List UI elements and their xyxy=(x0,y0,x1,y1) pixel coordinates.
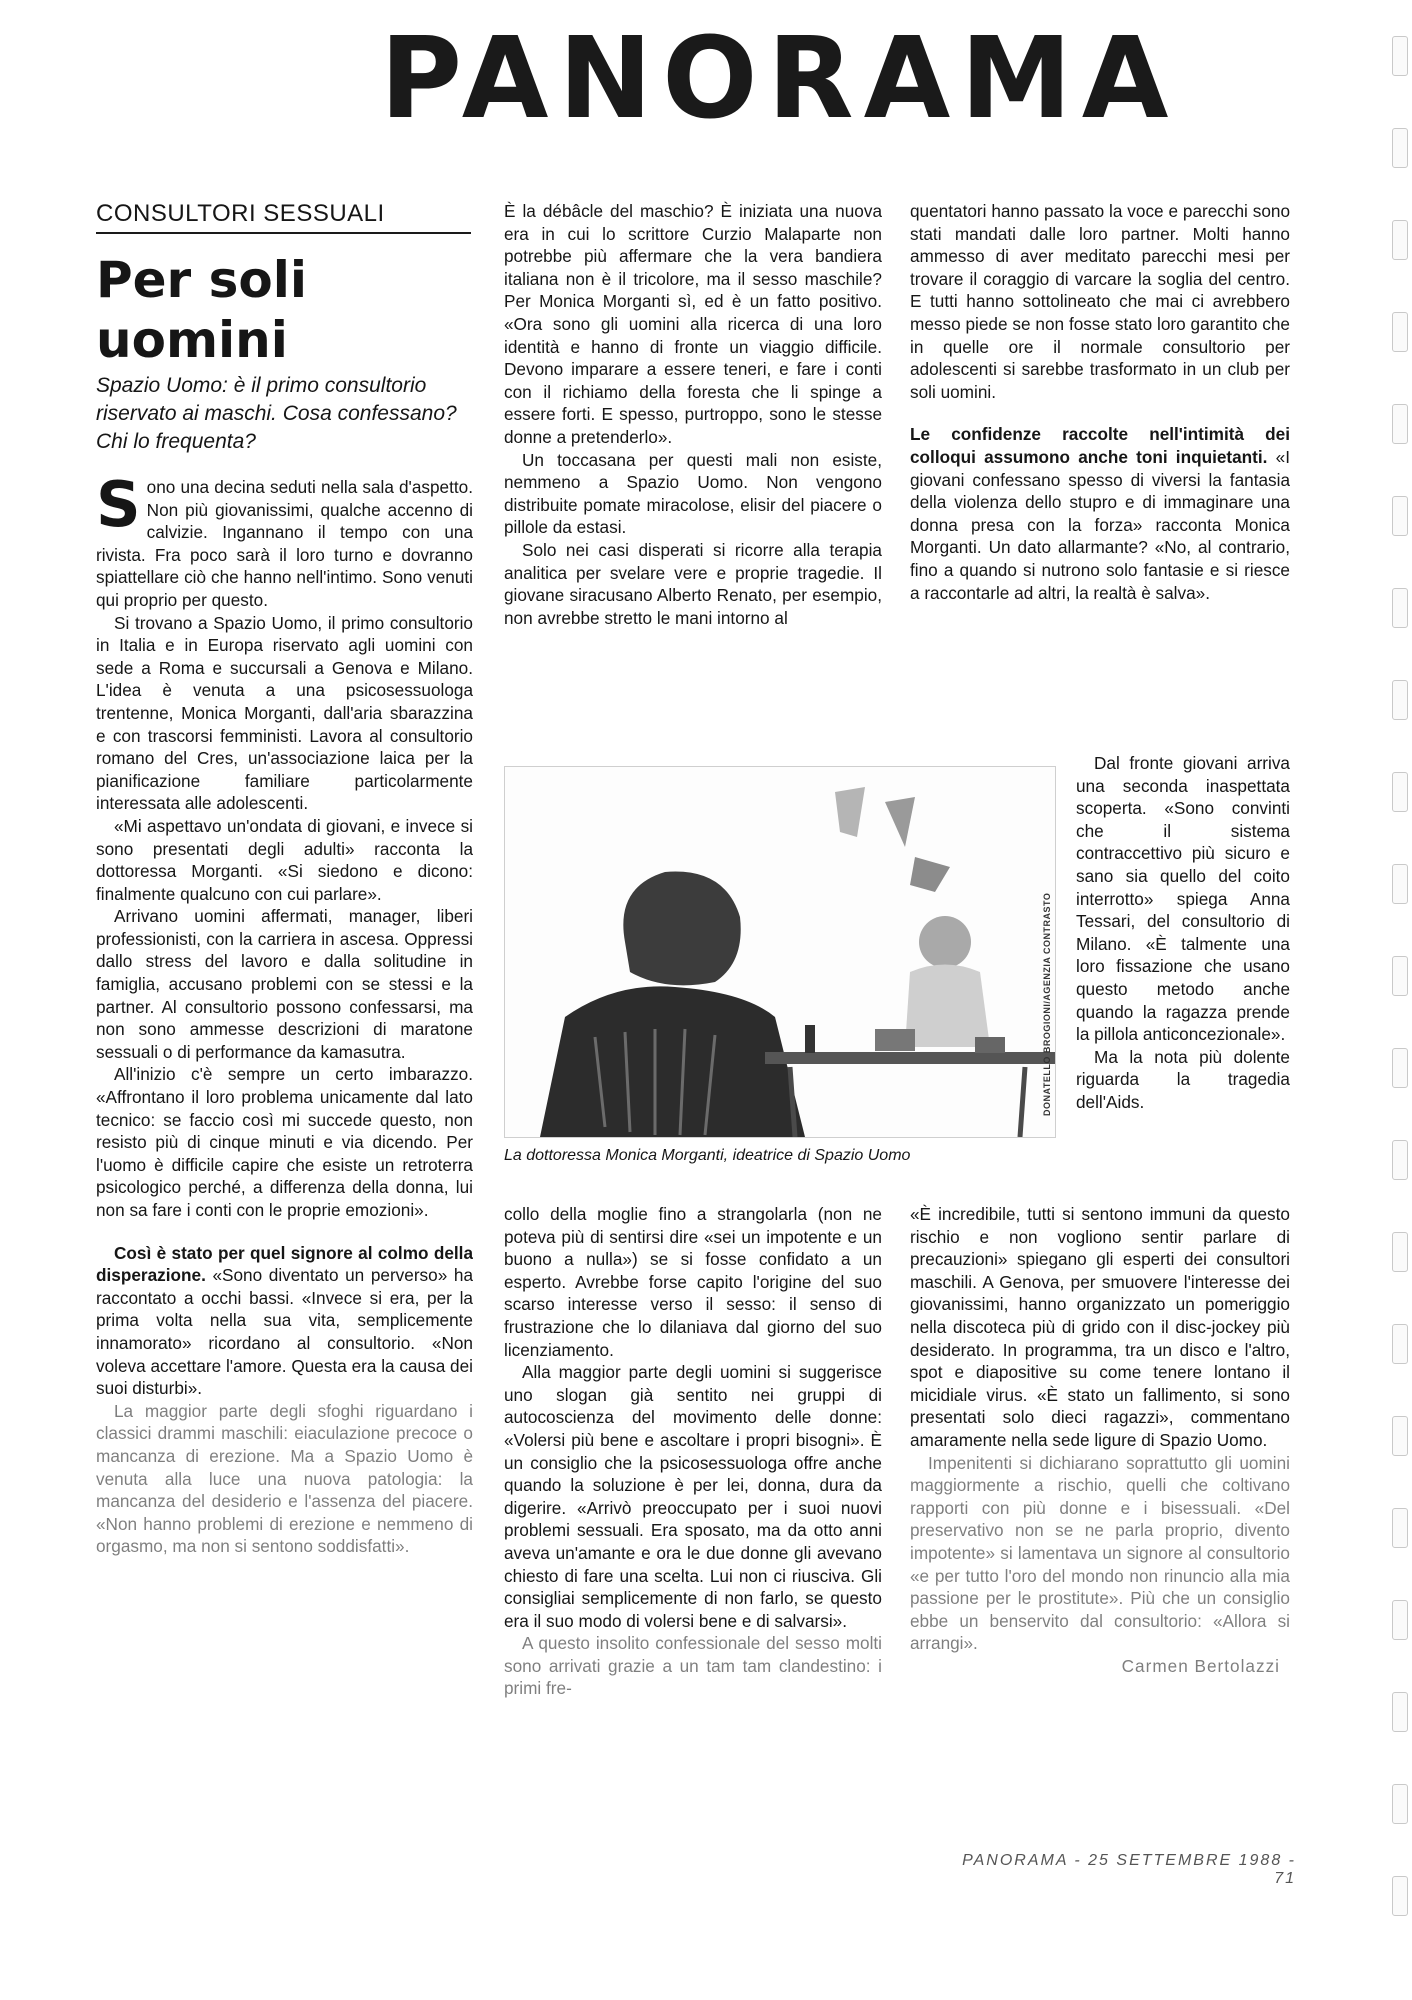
lead-in: Così è stato per quel signore al colmo della disperazione. xyxy=(96,1242,473,1286)
film-hole xyxy=(1392,1232,1408,1272)
article-photo xyxy=(504,766,1056,1138)
paragraph: Si trovano a Spazio Uomo, il primo consultorio in Italia e in Europa riservato agli uomini con sede a Roma e succursali a Genova e Milano. L'idea è venuta a una psicosessuologa trentenne, Monica Morganti, dall'aria sbarazzina e con trascorsi femministi. Lavora al consultorio romano del Cres, un'associazione laica per la pianificazione familiare particolarmente interessata alle adolescenti. xyxy=(96,612,473,814)
paragraph: «È incredibile, tutti si sentono immuni da questo rischio e non vogliono sentir parlare di precauzioni» spiegano gli esperti dei consultori maschili. A Genova, per smuovere l'interesse dei giovanissimi, hanno organizzato un pomeriggio nella discoteca più di grido con il disc-jockey più desiderato. In programma, tra un disco e l'altro, spot e diapositive su come tenere lontano il micidiale virus. «È stato un fallimento, si sono presentati solo dieci ragazzi», commentano amaramente nella sede ligure di Spazio Uomo. xyxy=(910,1204,1290,1450)
film-hole xyxy=(1392,128,1408,168)
paragraph xyxy=(96,1242,473,1400)
paragraph: collo della moglie fino a strangolarla (non ne poteva più di sentirsi dire «sei un impotente e un buono a nulla») se si fosse confidato a un esperto. Avrebbe forse capito l'origine del suo scarso interesse verso il sesso: il senso di frustrazione che lo dilaniava dal giorno del suo licenziamento. xyxy=(504,1204,882,1360)
film-hole xyxy=(1392,680,1408,720)
film-hole xyxy=(1392,1048,1408,1088)
film-hole xyxy=(1392,1508,1408,1548)
film-hole xyxy=(1392,1324,1408,1364)
film-hole xyxy=(1392,312,1408,352)
photo-caption: La dottoressa Monica Morganti, ideatrice di Spazio Uomo xyxy=(504,1147,911,1164)
photo-credit: DONATELLO BROGIONI/AGENZIA CONTRASTO xyxy=(1042,892,1052,1116)
paragraph: Alla maggior parte degli uomini si suggerisce uno slogan già sentito nei gruppi di autocoscienza del movimento delle donne: «Volersi più bene e ascoltare i propri bisogni». È un consiglio che la psicosessuologa offre anche quando la soluzione è per lei, donna, dura da digerire. «Arrivò preoccupato per i suoi nuovi problemi sessuali. Era sposato, ma da otto anni aveva un'amante e ora le due donne gli avevano chiesto di fare una scelta. Lui non ci riusciva. Gli consigliai semplicemente di non farlo, se questo era il suo modo di volersi bene e di salvarsi». xyxy=(504,1362,882,1631)
drop-cap: S xyxy=(96,476,141,541)
article-column-1 xyxy=(96,476,473,1836)
paragraph: Arrivano uomini affermati, manager, liberi professionisti, con la carriera in ascesa. Oppressi dallo stress del lavoro e dalla solitudine in famiglia, accusano problemi con se stessi e la partner. Al consultorio possono confessarsi, ma non sono ammesse descrizioni di maratone sessuali o di performance da kamasutra. xyxy=(96,906,473,1062)
film-hole xyxy=(1392,1600,1408,1640)
film-hole xyxy=(1392,588,1408,628)
paragraph xyxy=(910,423,1290,604)
paragraph xyxy=(96,476,473,612)
section-kicker: CONSULTORI SESSUALI xyxy=(96,200,471,234)
film-strip-holes xyxy=(1388,0,1412,2000)
paragraph: Un toccasana per questi mali non esiste, nemmeno a Spazio Uomo. Non vengono distribuite pomate miracolose, elisir del piacere o pillole da estasi. xyxy=(504,449,882,538)
paragraph-text: «Sono diventato un perverso» ha raccontato a occhi bassi. «Invece si era, per la prima volta nella sua vita, semplicemente innamorato» ricordano al consultorio. «Non voleva accettare l'amore. Questa era la causa dei suoi disturbi». xyxy=(96,1265,473,1399)
article-column-2-top xyxy=(504,200,882,755)
paragraph: Dal fronte giovani arriva una seconda inaspettata scoperta. «Sono convinti che il sistema contraccettivo più sicuro e sano sia quello del coito interrotto» spiega Anna Tessari, del consultorio di Milano. «È talmente una loro fissazione che usano questo metodo anche quando la ragazza prende la pillola anticoncezionale». xyxy=(1076,753,1290,1045)
photo-image xyxy=(505,767,1055,1137)
paragraph: «Mi aspettavo un'ondata di giovani, e invece si sono presentati degli adulti» racconta la dottoressa Morganti. «Si siedono e dicono: finalmente qualcuno con cui parlare». xyxy=(96,815,473,904)
film-hole xyxy=(1392,36,1408,76)
film-hole xyxy=(1392,864,1408,904)
film-hole xyxy=(1392,1876,1408,1916)
lead-in: Le confidenze raccolte nell'intimità dei colloqui assumono anche toni inquietanti. xyxy=(910,424,1290,467)
article-column-3-top xyxy=(910,200,1290,752)
paragraph-text: «I giovani confessano spesso di viversi la fantasia della violenza dello stupro e di immaginare una donna presa con la forza» racconta Monica Morganti. Un dato allarmante? «No, al contrario, fino a quando si nutrono solo fantasie e si riesce a raccontarle ad altri, la realtà è salva». xyxy=(910,446,1290,603)
paragraph: Ma la nota più dolente riguarda la tragedia dell'Aids. xyxy=(1076,1046,1290,1112)
paragraph: È la débâcle del maschio? È iniziata una nuova era in cui lo scrittore Curzio Malaparte non potrebbe più affermare che la vera bandiera italiana non è il tricolore, ma il sesso maschile? Per Monica Morganti sì, ed è un fatto positivo. «Ora sono gli uomini alla ricerca di una loro identità e hanno di fronte un viaggio difficile. Devono imparare a essere teneri, e fare i conti con il richiamo della foresta che li spinge a essere forti. E spesso, purtroppo, sono le stesse donne a pretenderlo». xyxy=(504,201,882,447)
film-hole xyxy=(1392,772,1408,812)
film-hole xyxy=(1392,404,1408,444)
article-column-3-bottom xyxy=(910,1203,1290,1850)
film-hole xyxy=(1392,220,1408,260)
paragraph: A questo insolito confessionale del sesso molti sono arrivati grazie a un tam tam clandestino: i primi fre- xyxy=(504,1633,882,1699)
film-hole xyxy=(1392,1692,1408,1732)
article-headline: Per soli uomini xyxy=(96,251,308,369)
paragraph: La maggior parte degli sfoghi riguardano i classici drammi maschili: eiaculazione precoce o mancanza di erezione. Ma a Spazio Uomo è venuta alla luce una nuova patologia: la mancanza del desiderio e l'assenza del piacere. «Non hanno problemi di erezione e nemmeno di orgasmo, ma non si sentono soddisfatti». xyxy=(96,1400,473,1557)
film-hole xyxy=(1392,1784,1408,1824)
paragraph: Solo nei casi disperati si ricorre alla terapia analitica per svelare vere e proprie tragedie. Il giovane siracusano Alberto Renato, per esempio, non avrebbe stretto le mani intorno al xyxy=(504,539,882,628)
author-signature: Carmen Bertolazzi xyxy=(1121,1655,1280,1676)
paragraph: All'inizio c'è sempre un certo imbarazzo. «Affrontano il loro problema unicamente dal lato tecnico: se faccio così mi succede questo, non resisto più di cinque minuti e via dicendo. Per l'uomo è difficile capire che esiste un retroterra psicologico perché, a differenza della donna, lui non sa fare i conti con le proprie emozioni». xyxy=(96,1064,473,1220)
film-hole xyxy=(1392,1140,1408,1180)
masthead: PANORAMA xyxy=(380,14,1179,144)
paragraph: Impenitenti si dichiarano soprattutto gli uomini maggiormente a rischio, quelli che coltivano rapporti con più donne e i bisessuali. «Del preservativo non se ne parla proprio, divento impotente» si lamentava un signore al consultorio «e per tutto l'oro del mondo non rinuncio alla mia passione per le prostitute». Più che un consiglio ebbe un benservito dal consultorio: «Allora si arrangi». xyxy=(910,1452,1290,1654)
paragraph: quentatori hanno passato la voce e parecchi sono stati mandati dalle loro partner. Molti hanno ammesso di aver meditato parecchi mesi per trovare il coraggio di varcare la soglia del centro. E tutti hanno sottolineato che mai ci avrebbero messo piede se non fosse stato loro garantito che in quelle ore il normale consultorio per adolescenti si sarebbe trasformato in un club per soli uomini. xyxy=(910,201,1290,402)
film-hole xyxy=(1392,496,1408,536)
article-column-2-bottom xyxy=(504,1203,882,1836)
paragraph-text: ono una decina seduti nella sala d'aspetto. Non più giovanissimi, qualche accenno di calvizie. Ingannano il tempo con una rivista. Fra poco sarà il loro turno e dovranno spiattellare ciò che hanno nell'intimo. Sono venuti qui proprio per questo. xyxy=(96,477,473,610)
film-hole xyxy=(1392,1416,1408,1456)
article-column-3-narrow xyxy=(1076,752,1290,1203)
film-hole xyxy=(1392,956,1408,996)
page-footer: PANORAMA - 25 SETTEMBRE 1988 - 71 xyxy=(962,1852,1296,1887)
article-deck: Spazio Uomo: è il primo consultorio riservato ai maschi. Cosa confessano? Chi lo frequenta? xyxy=(96,374,457,453)
